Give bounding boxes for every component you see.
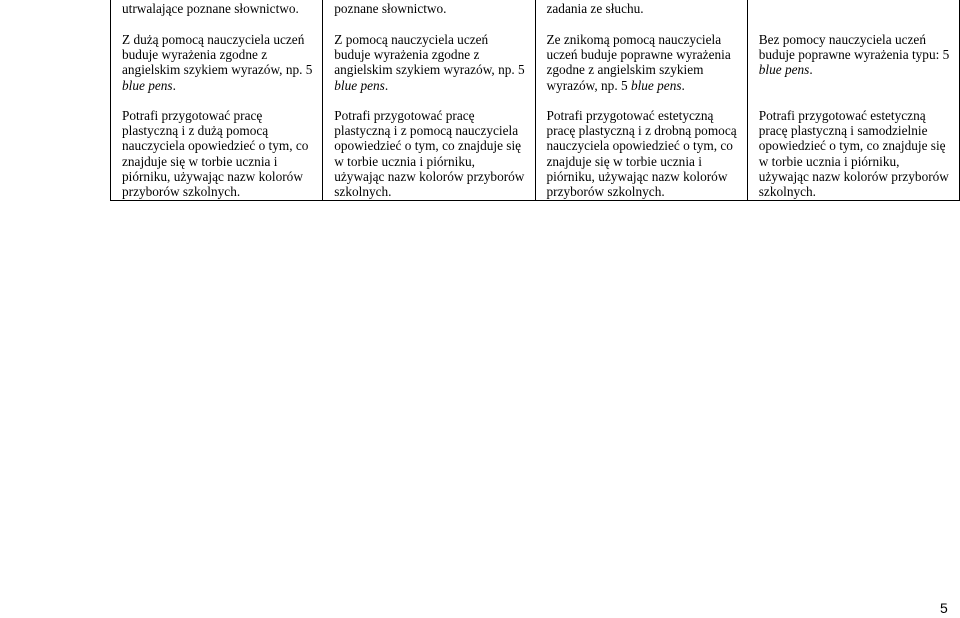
table-cell — [323, 100, 535, 201]
table-cell — [747, 23, 959, 100]
table-row — [111, 100, 960, 201]
cell-tail: . — [681, 77, 685, 93]
page-number: 5 — [940, 600, 948, 616]
table-cell — [535, 0, 747, 23]
cell-text: Potrafi przygotować pracę plastyczną i z pomocą nauczyciela opowiedzieć o tym, co znajduje się w torbie ucznia i piórniku, używając nazw kolorów przyborów szkolnych. — [334, 108, 525, 200]
table-row — [111, 23, 960, 100]
table-cell — [747, 0, 959, 23]
table-cell — [323, 0, 535, 23]
table-cell — [111, 23, 323, 100]
cell-tail: . — [809, 62, 813, 78]
cell-text: poznane słownictwo. — [334, 1, 447, 16]
cell-text: Z pomocą nauczyciela uczeń buduje wyrażenia zgodne z angielskim szykiem wyrazów, np. 5 — [334, 32, 525, 78]
cell-text: zadania ze słuchu. — [546, 1, 644, 16]
cell-emphasis: blue pens — [122, 77, 173, 93]
table-cell — [111, 100, 323, 201]
table-cell — [535, 23, 747, 100]
table-cell — [323, 23, 535, 100]
cell-text: Potrafi przygotować estetyczną pracę plastyczną i z drobną pomocą nauczyciela opowiedzieć o tym, co znajduje się w torbie ucznia i piórniku, używając nazw kolorów przyborów szkolnych. — [546, 108, 737, 200]
cell-emphasis: blue pens — [630, 77, 682, 93]
table-cell — [747, 100, 959, 201]
table-cell — [111, 0, 323, 23]
cell-text: Potrafi przygotować estetyczną pracę plastyczną i samodzielnie opowiedzieć o tym, co znajduje się w torbie ucznia i piórniku, używając nazw kolorów przyborów szkolnych. — [758, 108, 949, 200]
cell-emphasis: blue pens — [758, 62, 810, 78]
cell-text: Bez pomocy nauczyciela uczeń buduje poprawne wyrażenia typu: 5 — [758, 32, 950, 63]
cell-text: Ze znikomą pomocą nauczyciela uczeń buduje poprawne wyrażenia zgodne z angielskim szykiem wyrazów, np. 5 — [546, 32, 731, 93]
cell-text: Z dużą pomocą nauczyciela uczeń buduje wyrażenia zgodne z angielskim szykiem wyrazów, np. 5 — [122, 32, 313, 78]
cell-text: utrwalające poznane słownictwo. — [122, 1, 299, 16]
table-cell — [535, 100, 747, 201]
cell-emphasis: blue pens — [334, 77, 385, 93]
criteria-table — [110, 0, 960, 201]
table-row — [111, 0, 960, 23]
cell-text: Potrafi przygotować pracę plastyczną i z dużą pomocą nauczyciela opowiedzieć o tym, co znajduje się w torbie ucznia i piórniku, używając nazw kolorów przyborów szkolnych. — [122, 108, 309, 200]
cell-tail: . — [172, 77, 176, 93]
cell-tail: . — [384, 77, 389, 93]
